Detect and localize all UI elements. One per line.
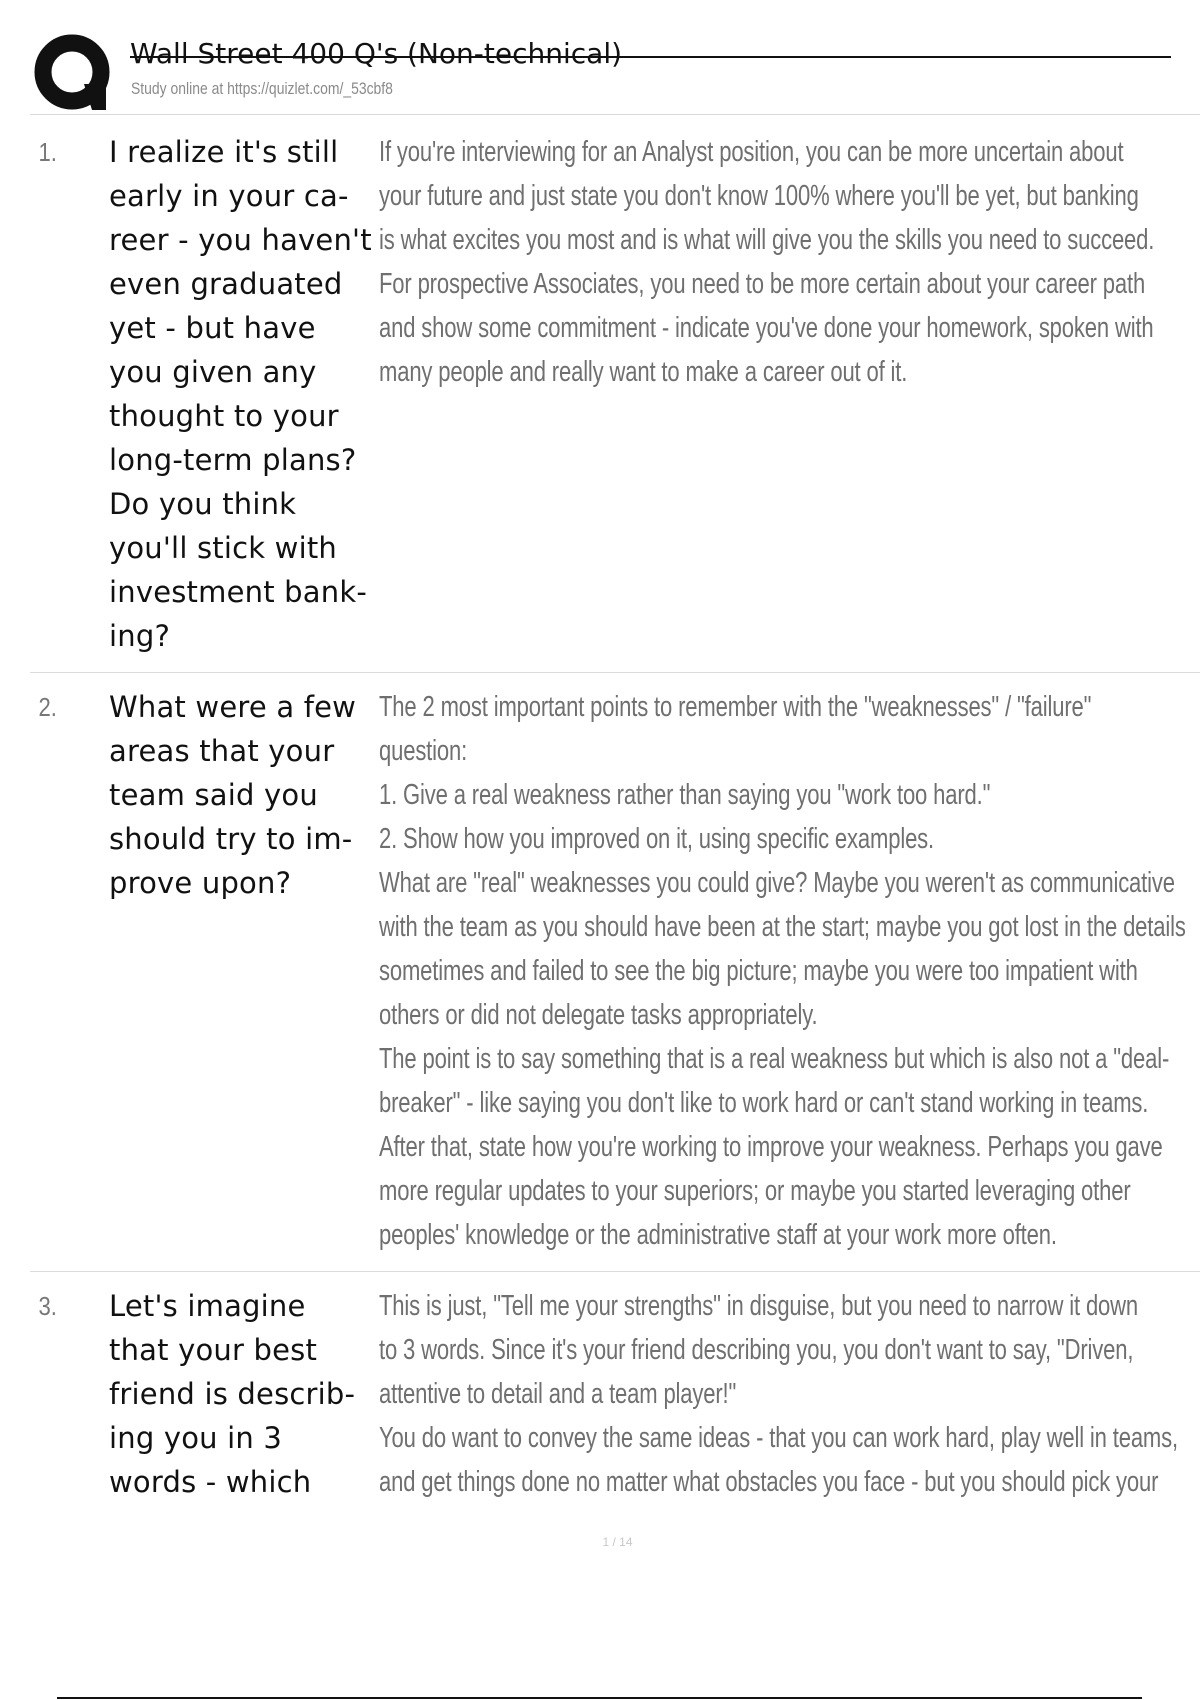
definition-line: After that, state how you're working to improve your weakness. Perhaps you gave [379,1131,1163,1163]
term-line: should try to im- [109,822,353,856]
term-line: reer - you haven't [109,223,372,257]
term-line: yet - but have [109,311,316,345]
card-term [109,685,379,905]
definition-line: to 3 words. Since it's your friend describing you, you don't want to say, "Driven, [379,1334,1134,1366]
term-line: that your best [109,1333,318,1367]
term-line: What were a few [109,690,357,724]
card-definition [379,1284,1199,1504]
definition-line: The 2 most important points to remember with the "weaknesses" / "failure" [379,691,1092,723]
card-term [109,130,379,658]
term-line: early in your ca- [109,179,349,213]
definition-line: many people and really want to make a career out of it. [379,356,908,388]
term-line: prove upon? [109,866,292,900]
card-definition [379,685,1199,1257]
footer-divider [57,1697,1142,1699]
definition-line: If you're interviewing for an Analyst position, you can be more uncertain about [379,136,1124,168]
term-line: areas that your [109,734,335,768]
term-line: thought to your [109,399,339,433]
definition-line: others or did not delegate tasks appropriately. [379,999,818,1031]
term-line: you'll stick with [109,531,338,565]
card-term [109,1284,379,1504]
definition-line: 2. Show how you improved on it, using specific examples. [379,823,935,855]
definition-line: your future and just state you don't know 100% where you'll be yet, but banking [379,180,1139,212]
document-title: Wall Street 400 Q's (Non-technical) [130,37,623,70]
definition-line: This is just, "Tell me your strengths" in disguise, but you need to narrow it down [379,1290,1139,1322]
term-line: words - which [109,1465,312,1499]
header-divider [30,114,1200,115]
flashcard [30,1272,1200,1518]
term-line: I realize it's still [109,135,339,169]
definition-line: and show some commitment - indicate you've done your homework, spoken with [379,312,1154,344]
quizlet-logo-icon [32,34,140,114]
term-line: investment bank- [109,575,367,609]
card-number: 3. [38,1291,57,1321]
term-line: long-term plans? [109,443,357,477]
term-line: friend is describ- [109,1377,356,1411]
definition-line: 1. Give a real weakness rather than saying you "work too hard." [379,779,991,811]
term-line: ing you in 3 [109,1421,283,1455]
term-line: even graduated [109,267,343,301]
card-definition [379,130,1199,394]
page-number: 1 / 14 [602,1535,633,1549]
card-number: 2. [38,692,57,722]
definition-line: attentive to detail and a team player!" [379,1378,737,1410]
term-line: Do you think [109,487,297,521]
definition-line: question: [379,735,468,767]
flashcard-list [30,118,1200,1518]
term-line: team said you [109,778,318,812]
flashcard [30,673,1200,1272]
term-line: you given any [109,355,317,389]
definition-line: What are "real" weaknesses you could give? Maybe you weren't as communicative [379,867,1175,899]
definition-line: is what excites you most and is what will give you the skills you need to succeed. [379,224,1155,256]
definition-line: with the team as you should have been at the start; maybe you got lost in the details [379,911,1186,943]
definition-line: more regular updates to your superiors; or maybe you started leveraging other [379,1175,1131,1207]
definition-line: The point is to say something that is a real weakness but which is also not a "deal- [379,1043,1170,1075]
flashcard [30,118,1200,673]
term-line: Let's imagine [109,1289,306,1323]
definition-line: and get things done no matter what obstacles you face - but you should pick your [379,1466,1159,1498]
definition-line: For prospective Associates, you need to be more certain about your career path [379,268,1146,300]
definition-line: breaker" - like saying you don't like to work hard or can't stand working in teams. [379,1087,1149,1119]
term-line: ing? [109,619,171,653]
card-number: 1. [38,137,57,167]
definition-line: You do want to convey the same ideas - that you can work hard, play well in teams, [379,1422,1178,1454]
definition-line: sometimes and failed to see the big picture; maybe you were too impatient with [379,955,1138,987]
definition-line: peoples' knowledge or the administrative staff at your work more often. [379,1219,1057,1251]
page-header [30,30,1140,114]
study-online-link[interactable]: Study online at https://quizlet.com/_53cbf8 [131,79,393,98]
